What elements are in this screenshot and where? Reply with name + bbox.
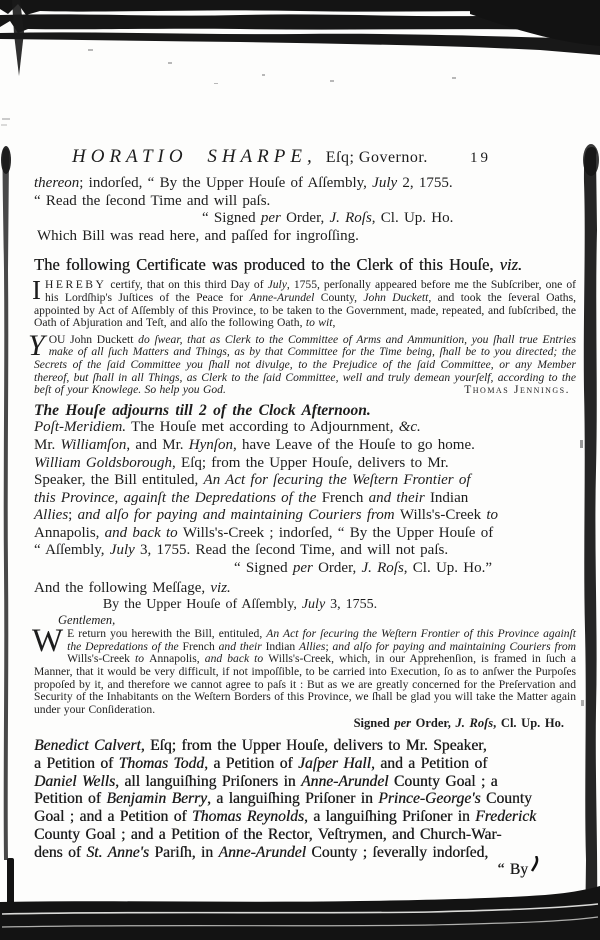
dropcap-letter: I [32,275,41,306]
catchword: “ By [497,861,528,879]
salutation-line: Gentlemen, [58,613,116,628]
oath-paragraph [28,328,576,397]
calvert-paragraph [34,737,576,879]
page-number: 19 [470,150,491,166]
text-line: this Province, againſt the Depredations of the French and their Indian [34,489,469,506]
top-scan-edge-artifact [0,0,600,84]
text-line: Allies; and alſo for paying and maintaining Couriers from Wills's-Creek to [34,507,499,524]
bill-endorsement-paragraph [34,175,576,245]
right-scan-edge-artifact [574,140,600,940]
text-line: County Goal ; and a Petition of the Rector, Veſtrymen, and Church-War- [34,825,502,843]
post-meridiem-line: Poſt-Meridiem. The Houſe met according to Adjournment, &c. [34,419,421,436]
text-line: “ Aſſembly, July 3, 1755. Read the ſecond Time, and will not paſs. [34,542,449,559]
paper-speck-artifacts [88,49,456,84]
certificate-paragraph [32,275,577,330]
running-header [34,146,576,168]
message-heading: By the Upper Houſe of Aſſembly, July 3, 1755. [102,597,378,613]
message-text: E return you herewith the Bill, entituled, An Act for ſecuring the Weſtern Frontier of this Province againſt the Depredations of the French and their Indian Allies; and alſo for paying and maintaining Couriers from Wills's-Creek to Annapolis, and back to Wills's-Creek, which, in our Apprehenſion, is framed in ſuch a Manner, that it would be very difficult, if not impoſſible, to be carried into Execution, ſo as to anſwer the Purpoſes propoſed by it, and therefore we cannot agree to paſs it : But as we are greatly concerned for the Preſervation and Security of the Inhabitants on the Weſtern Borders of this Province, we ſhall be glad you will take the Matter again under your Conſideration. [34,627,577,716]
governor-title: Eſq; Governor. [325,149,428,166]
signed-line: “ Signed per Order, J. Roſs, Cl. Up. Ho.” [234,560,493,577]
page-content [28,146,577,879]
adjournment-line: The Houſe adjourns till 2 of the Clock Afternoon. [34,401,371,419]
leave-line: Mr. Williamſon, and Mr. Hynſon, have Leave of the Houſe to go home. [34,436,475,453]
signed-line: “ Signed per Order, J. Roſs, Cl. Up. Ho. [202,210,454,227]
oath-text: OU John Duckett do ſwear, that as Clerk to the Committee of Arms and Ammunition, you ſhall true Entries make of all ſuch Matters and Things, as by that Committee for the Time being, ſhall be to you directed; the Secrets of the ſaid Committee you ſhall not divulge, to the Prejudice of the ſaid Committee, or any Member thereof, but ſhall in all Things, as Clerk to the ſaid Committee, well and truly demean yourſelf, according to the beſt of your Knowlege. So help you God. [34,332,576,397]
dropcap-letter: Y [28,328,45,362]
message-intro-line: And the following Meſſage, viz. [34,579,231,596]
message-paragraph [32,623,577,716]
text-line: Petition of Benjamin Berry, a languiſhing Priſoner in Prince-George's County [34,790,532,808]
text-line: Speaker, the Bill entituled, An Act for ſecuring the Weſtern Frontier of [34,472,471,489]
text-line: Goal ; and a Petition of Thomas Reynolds, a languiſhing Priſoner in Frederick [34,808,537,826]
text-line: Daniel Wells, all languiſhing Priſoners in Anne-Arundel County Goal ; a [34,772,498,790]
text-line: a Petition of Thomas Todd, a Petition of Jaſper Hall, and a Petition of [34,754,488,772]
text-line: thereon; indorſed, “ By the Upper Houſe of Aſſembly, July 2, 1755. [34,175,453,191]
certificate-text: HEREBY certify, that on this third Day of July, 1755, perſonally appeared before me the Subſcriber, one of his Lordſhip's Juſtices of the Peace for Anne-Arundel County, John Duckett, and took the ſeveral Oaths, appointed by Act of Aſſembly of this Province, to be taken to the Government, made, repeated, and ſubſcribed, the Oath of Abjuration and Teſt, and alſo the following Oath, to wit, [34,278,577,330]
goldsborough-paragraph [34,455,576,578]
dropcap-letter: W [32,623,64,660]
certificate-intro-line: The following Certificate was produced to the Clerk of this Houſe, viz. [34,255,523,275]
text-line: dens of St. Anne's Pariſh, in Anne-Arundel County ; ſeverally indorſed, [34,843,489,861]
signature: Thomas Jennings. [464,384,570,397]
text-line: William Goldsborough, Eſq; from the Upper Houſe, delivers to Mr. [34,454,449,471]
signed-line: Signed per Order, J. Roſs, Cl. Up. Ho. [353,716,564,731]
governor-name: HORATIO SHARPE, [72,146,317,167]
left-scan-edge-artifact [0,116,16,872]
text-line: “ Read the ſecond Time and will paſs. [34,192,271,209]
text-line: Benedict Calvert, Eſq; from the Upper Houſe, delivers to Mr. Speaker, [34,736,487,754]
text-line: Which Bill was read here, and paſſed for ingroſſing. [37,227,359,244]
text-line: Annapolis, and back to Wills's-Creek ; indorſed, “ By the Upper Houſe of [34,524,494,541]
